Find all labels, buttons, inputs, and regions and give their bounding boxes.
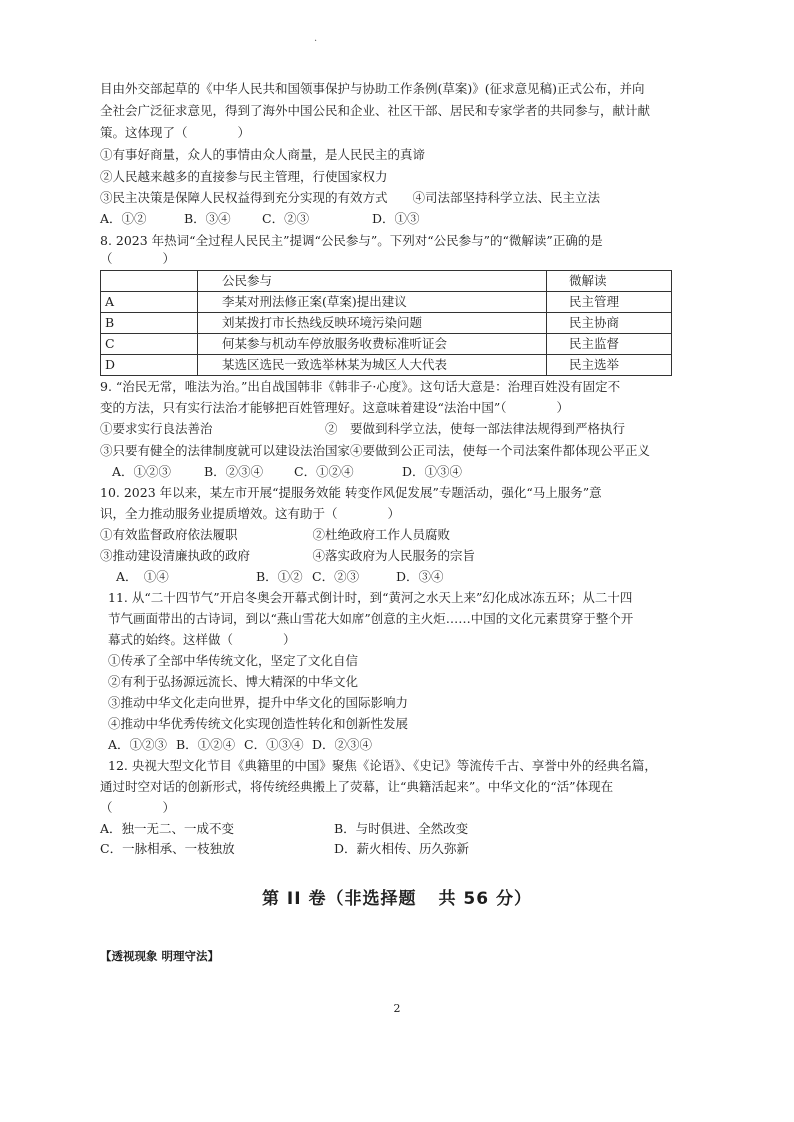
section-score: 共 56 分） [438, 889, 532, 909]
option-a: A．①②③ [108, 737, 168, 752]
table-cell: 刘某拨打市长热线反映环境污染问题 [198, 313, 547, 334]
table-header: 微解读 [547, 271, 672, 292]
question-12-stem: 通过时空对话的创新形式，将传统经典搬上了荧幕，让“典籍活起来”。中华文化的“活”体现在 [100, 779, 614, 794]
table-row [101, 355, 672, 376]
question-9-statement: ①要求实行良法善治 ② 要做到科学立法，使每一部法律法规得到严格执行 [100, 421, 626, 436]
question-11-statement: ④推动中华优秀传统文化实现创造性转化和创新性发展 [108, 716, 409, 731]
option-a: A． ①④ [116, 569, 169, 584]
option-d: D．③④ [396, 569, 444, 584]
option-b: B．①② [256, 569, 303, 584]
table-header [101, 271, 198, 292]
question-8-stem: 8. 2023 年热词“全过程人民民主”提调“公民参与”。下列对“公民参与”的“微解读”正确的是 [100, 233, 603, 248]
table-header: 公民参与 [198, 271, 547, 292]
question-9-statement: ③只要有健全的法律制度就可以建设法治国家④要做到公正司法，使每一个司法案件都体现公平正义 [100, 443, 651, 458]
table-row [101, 292, 672, 313]
option-c: C．②③ [312, 569, 360, 584]
table-header-row [101, 271, 672, 292]
subsection-heading: 【透视现象 明理守法】 [100, 949, 220, 963]
option-b: B．①②④ [176, 737, 236, 752]
question-10-stem: 识，全力推动服务业提质增效。这有助于（ ） [100, 506, 401, 521]
question-7-statement: ②人民越来越多的直接参与民主管理，行使国家权力 [100, 169, 388, 184]
question-11-stem: 11. 从“二十四节气”开启冬奥会开幕式倒计时，到“黄河之水天上来”幻化成冰冻五环；从二十四 [108, 590, 633, 605]
question-10-stem: 10. 2023 年以来，某左市开展“提服务效能 转变作风促发展”专题活动，强化“马上服务”意 [100, 485, 602, 500]
question-7-line: 策。这体现了（ ） [100, 125, 251, 140]
question-12-options [100, 820, 520, 860]
question-7-line: 目由外交部起草的《中华人民共和国领事保护与协助工作条例(草案)》(征求意见稿)正式公布，并向 [100, 81, 645, 96]
table-cell: C [101, 334, 198, 355]
question-8-stem: （ ） [100, 251, 176, 266]
table-row [101, 334, 672, 355]
table-cell: 某选区选民一致选举林某为城区人大代表 [198, 355, 547, 376]
option-d: D．①③ [372, 211, 420, 226]
option-a: A．独一无二、一成不变 [100, 821, 235, 836]
option-a: A．①②③ [112, 464, 172, 479]
question-7-statement: ①有事好商量，众人的事情由众人商量，是人民民主的真谛 [100, 147, 426, 162]
question-11-stem: 节气画面带出的古诗词，到以“燕山雪花大如席”创意的主火炬……中国的文化元素贯穿于整个开 [108, 611, 634, 626]
table-cell: B [101, 313, 198, 334]
option-b: B．③④ [184, 211, 231, 226]
table-cell: A [101, 292, 198, 313]
option-c: C．①②④ [294, 464, 354, 479]
question-11-statement: ②有利于弘扬源远流长、博大精深的中华文化 [108, 674, 359, 689]
question-7-statement: ③民主决策是保障人民权益得到充分实现的有效方式 ④司法部坚持科学立法、民主立法 [100, 190, 601, 205]
question-7-line: 全社会广泛征求意见，得到了海外中国公民和企业、社区干部、居民和专家学者的共同参与，献计献 [100, 103, 651, 118]
question-9-stem: 9. “治民无常，唯法为治。”出自战国韩非《韩非子·心度》。这句话大意是：治理百姓没有固定不 [100, 379, 621, 394]
table-cell: 民主监督 [547, 334, 672, 355]
table-cell: 民主管理 [547, 292, 672, 313]
option-a: A．①② [100, 211, 147, 226]
table-cell: 民主协商 [547, 313, 672, 334]
option-c: C．②③ [262, 211, 310, 226]
question-12-stem: 12. 央视大型文化节目《典籍里的中国》聚焦《论语》、《史记》等流传千古、享誉中外的经典名篇， [108, 758, 657, 773]
question-10-statement: ③推动建设清廉执政的政府 ④落实政府为人民服务的宗旨 [100, 548, 476, 563]
table-row [101, 313, 672, 334]
option-b: B．②③④ [204, 464, 264, 479]
question-11-statement: ③推动中华文化走向世界，提升中华文化的国际影响力 [108, 695, 409, 710]
option-d: D．②③④ [312, 737, 373, 752]
question-11-stem: 幕式的始终。这样做（ ） [108, 632, 296, 647]
option-d: D．薪火相传、历久弥新 [334, 841, 470, 856]
section-title: 第 II 卷（非选择题 [262, 889, 417, 909]
table-cell: 民主选举 [547, 355, 672, 376]
question-11-statement: ①传承了全部中华传统文化，坚定了文化自信 [108, 653, 359, 668]
option-b: B．与时俱进、全然改变 [334, 821, 469, 836]
question-9-stem: 变的方法，只有实行法治才能够把百姓管理好。这意味着建设“法治中国”（ ） [100, 400, 570, 415]
participation-table [100, 270, 672, 376]
table-cell: 何某参与机动车停放服务收费标准听证会 [198, 334, 547, 355]
option-d: D．①③④ [402, 464, 463, 479]
page-number: 2 [393, 1002, 401, 1015]
question-12-stem: （ ） [100, 800, 176, 815]
table-cell: 李某对刑法修正案(草案)提出建议 [198, 292, 547, 313]
section-heading [0, 884, 794, 909]
question-10-statement: ①有效监督政府依法履职 ②杜绝政府工作人员腐败 [100, 527, 451, 542]
table-cell: D [101, 355, 198, 376]
scan-mark: · [314, 36, 318, 47]
option-c: C．①③④ [244, 737, 304, 752]
option-c: C．一脉相承、一枝独放 [100, 841, 235, 856]
